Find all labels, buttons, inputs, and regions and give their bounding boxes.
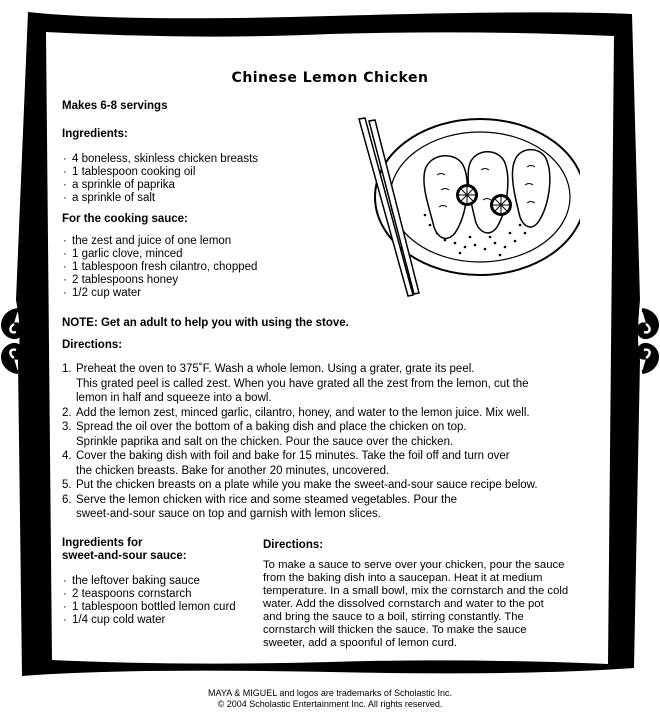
step-line: Sprinkle paprika and salt on the chicken. Pour the sauce over the chicken. <box>76 435 454 448</box>
right-scroll-ornament-icon <box>639 310 657 372</box>
step-line: Serve the lemon chicken with rice and some steamed vegetables. Pour the <box>76 493 457 506</box>
sweet-sour-heading-line: Ingredients for <box>62 537 143 549</box>
servings-text: Makes 6-8 servings <box>62 100 168 112</box>
step-line: the chicken breasts. Bake for another 20 minutes, uncovered. <box>76 464 390 477</box>
list-item: · 1/2 cup water <box>62 287 257 300</box>
list-item: · 2 tablespoons honey <box>62 274 257 287</box>
step-line: Add the lemon zest, minced garlic, cilantro, honey, and water to the lemon juice. Mix well. <box>76 406 530 419</box>
step-number: 1. <box>62 363 72 375</box>
step-number: 3. <box>62 421 72 433</box>
list-item: · a sprinkle of salt <box>62 192 258 205</box>
list-item <box>62 362 602 406</box>
step-line: This grated peel is called zest. When you have grated all the zest from the lemon, cut the <box>76 377 529 390</box>
list-item: · 1 tablespoon bottled lemon curd <box>62 601 236 614</box>
list-item <box>62 420 602 449</box>
trademark-line: MAYA & MIGUEL and logos are trademarks of Scholastic Inc. <box>208 688 452 698</box>
paragraph-line: and bring the sauce to a boil, stirring constantly. The <box>263 611 524 623</box>
copyright-line: © 2004 Scholastic Entertainment Inc. All rights reserved. <box>217 699 443 709</box>
list-item: · 4 boneless, skinless chicken breasts <box>62 153 258 166</box>
paragraph-line: temperature. In a small bowl, mix the cornstarch and the cold <box>263 585 569 597</box>
step-line: Put the chicken breasts on a plate while you make the sweet-and-sour sauce recipe below. <box>76 479 538 491</box>
list-item <box>62 406 602 421</box>
step-line: Spread the oil over the bottom of a baking dish and place the chicken on top. <box>76 421 467 433</box>
safety-note: NOTE: Get an adult to help you with using the stove. <box>62 317 349 329</box>
list-item: · a sprinkle of paprika <box>62 179 258 192</box>
lemon-chicken-plate-with-chopsticks-icon <box>355 115 580 305</box>
step-number: 5. <box>62 479 72 491</box>
paragraph-line: water. Add the dissolved cornstarch and water to the pot <box>263 598 544 610</box>
sweet-sour-ingredients-list <box>62 575 236 627</box>
paragraph-line: To make a sauce to serve over your chicken, pour the sauce <box>263 559 565 571</box>
list-item: · 1 tablespoon cooking oil <box>62 166 258 179</box>
sauce-heading: For the cooking sauce: <box>62 213 188 225</box>
step-number: 4. <box>62 450 72 462</box>
list-item <box>62 493 602 522</box>
paragraph-line: sweeter, add a spoonful of lemon curd. <box>263 637 458 649</box>
paragraph-line: from the baking dish into a saucepan. Heat it at medium <box>263 572 543 584</box>
list-item: · 2 teaspoons cornstarch <box>62 588 236 601</box>
recipe-title: Chinese Lemon Chicken <box>231 70 429 86</box>
sweet-sour-heading-line: sweet-and-sour sauce: <box>62 550 187 562</box>
sweet-sour-directions-text <box>263 559 608 650</box>
list-item <box>62 449 602 478</box>
paragraph-line: cornstarch will thicken the sauce. To make the sauce <box>263 624 527 636</box>
sauce-ingredients-list <box>62 235 257 300</box>
step-line: sweet-and-sour sauce on top and garnish with lemon slices. <box>76 508 381 520</box>
ingredients-heading: Ingredients: <box>62 128 128 140</box>
list-item: · 1 garlic clove, minced <box>62 248 257 261</box>
list-item <box>62 478 602 493</box>
step-line: lemon in half and squeeze into a bowl. <box>76 392 272 404</box>
copyright-footer <box>0 688 660 710</box>
list-item: · the leftover baking sauce <box>62 575 236 588</box>
sweet-sour-directions-heading: Directions: <box>263 539 324 551</box>
list-item: · the zest and juice of one lemon <box>62 235 257 248</box>
step-line: Cover the baking dish with foil and bake for 15 minutes. Take the foil off and turn over <box>76 450 510 462</box>
list-item: · 1/4 cup cold water <box>62 614 236 627</box>
directions-heading: Directions: <box>62 339 123 351</box>
list-item: · 1 tablespoon fresh cilantro, chopped <box>62 261 257 274</box>
directions-list <box>62 362 602 522</box>
step-line: Preheat the oven to 375˚F. Wash a whole lemon. Using a grater, grate its peel. <box>76 363 475 375</box>
ingredients-list <box>62 153 258 205</box>
sweet-sour-heading <box>62 537 187 563</box>
step-number: 2. <box>62 406 72 419</box>
step-number: 6. <box>62 493 72 506</box>
